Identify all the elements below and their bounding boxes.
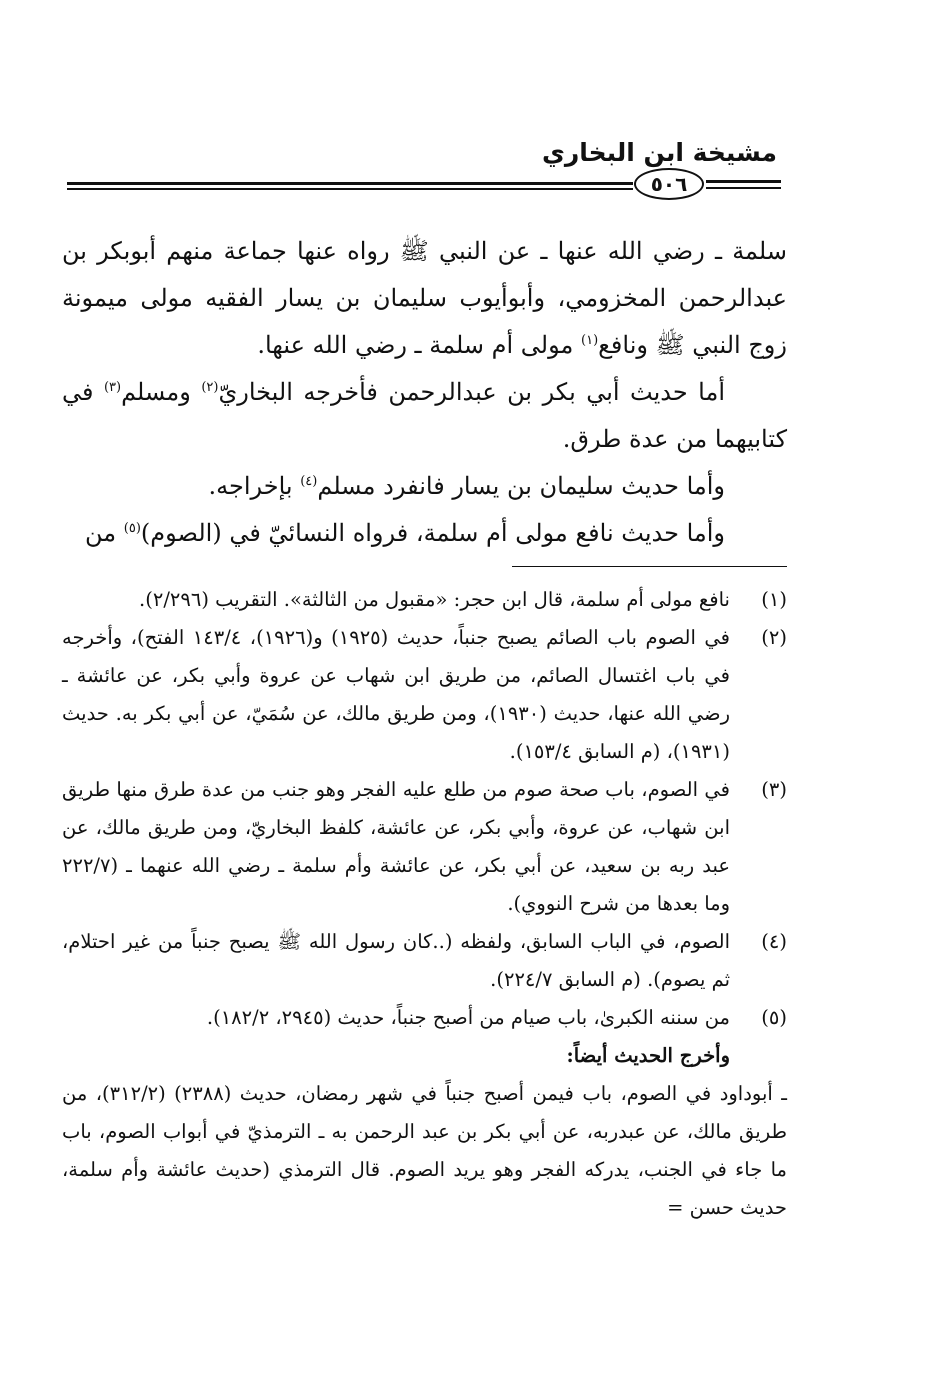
paragraph <box>62 510 787 557</box>
footnote-number: (٢) <box>761 626 787 649</box>
paragraph <box>62 369 787 463</box>
paragraph <box>62 228 787 369</box>
footnote-text: من سننه الكبرىٰ، باب صيام من أصبح جنباً، حديث (٢٩٤٥، ١٨٢/٢). <box>206 1006 730 1029</box>
also-heading: وأخرج الحديث أيضاً: <box>566 1044 730 1067</box>
also-text: ـ أبوداود في الصوم، باب فيمن أصبح جنباً في شهر رمضان، حديث (٢٣٨٨) (٣١٢/٢)، من طريق مالك، عن عبدربه، عن أبي بكر بن عبد الرحمن به ـ الترمذيّ في أبواب الصوم، باب ما جاء في الجنب، يدركه الفجر وهو يريد الصوم. قال الترمذي (حديث عائشة وأم سلمة، حديث حسن = <box>62 1082 787 1219</box>
paragraph-text: في كتابيهما من عدة طرق. <box>62 378 787 453</box>
header-rule <box>706 180 781 183</box>
footnote <box>62 999 787 1075</box>
footnote-ref: (٤) <box>300 474 318 489</box>
paragraph-text: من <box>85 519 124 547</box>
footnote-number: (٤) <box>761 930 787 953</box>
footnote-text: في الصوم، باب صحة صوم من طلع عليه الفجر وهو جنب من عدة طرق منها طريق ابن شهاب، عن عروة، وأبي بكر، عن عائشة، كلفظ البخاريّ، ومن طريق مالك، عن عبد ربه بن سعيد، عن أبي بكر، عن عائشة وأم سلمة ـ رضي الله عنهما ـ (٢٢٢/٧ وما بعدها من شرح النووي). <box>62 778 730 915</box>
paragraph-text: سلمة ـ رضي الله عنها ـ عن النبي ﷺ رواه عنها جماعة منهم أبوبكر بن عبدالرحمن المخزومي، وأبوأيوب سليمان بن يسار الفقيه مولى ميمونة زوج النبي ﷺ ونافع <box>62 237 787 359</box>
footnote-ref: (٥) <box>123 521 141 536</box>
footnote-number: (١) <box>761 588 787 611</box>
footnote <box>62 619 787 771</box>
footnote-ref: (٢) <box>201 380 219 395</box>
header-rule <box>67 182 633 185</box>
footnote-text: الصوم، في الباب السابق، ولفظه (..كان رسول الله ﷺ يصبح جنباً من غير احتلام، ثم يصوم). (م السابق ٢٢٤/٧). <box>62 930 730 991</box>
running-header-title: مشيخة ابن البخاري <box>541 138 777 167</box>
footnote <box>62 581 787 619</box>
page-number-badge: ٥٠٦ <box>634 168 704 200</box>
footnote-text: نافع مولى أم سلمة، قال ابن حجر: «مقبول من الثالثة». التقريب (٢/٢٩٦). <box>139 588 730 611</box>
footnote-ref: (١) <box>581 333 599 348</box>
paragraph-text: وأما حديث سليمان بن يسار فانفرد مسلم <box>317 472 725 500</box>
paragraph-text: أما حديث أبي بكر بن عبدالرحمن فأخرجه البخاريّ <box>218 378 725 406</box>
header-rule <box>67 188 633 190</box>
footnote-divider <box>512 566 787 567</box>
footnote-text: في الصوم باب الصائم يصبح جنباً، حديث (١٩٢٥) و(١٩٢٦)، ١٤٣/٤ الفتح)، وأخرجه في باب اغتسال الصائم، من طريق ابن شهاب عن عروة وأبي بكر، عن عائشة ـ رضي الله عنها، حديث (١٩٣٠)، ومن طريق مالك، عن سُمَيّ، عن أبي بكر به. حديث (١٩٣١)، (م السابق ١٥٣/٤). <box>62 626 730 763</box>
footnote-number: (٥) <box>761 1006 787 1029</box>
footnote-ref: (٣) <box>103 380 122 395</box>
paragraph-text: وأما حديث نافع مولى أم سلمة، فرواه النسائيّ في (الصوم) <box>140 519 725 547</box>
footnotes <box>62 581 787 1227</box>
paragraph-text: ومسلم <box>121 378 202 406</box>
footnote-number: (٣) <box>761 778 787 801</box>
header-rule <box>706 187 781 189</box>
paragraph <box>62 463 787 510</box>
paragraph-text: بإخراجه. <box>208 472 301 500</box>
footnote <box>62 771 787 923</box>
paragraph-text: مولى أم سلمة ـ رضي الله عنها. <box>257 331 581 359</box>
main-text <box>62 228 787 557</box>
footnote <box>62 923 787 999</box>
